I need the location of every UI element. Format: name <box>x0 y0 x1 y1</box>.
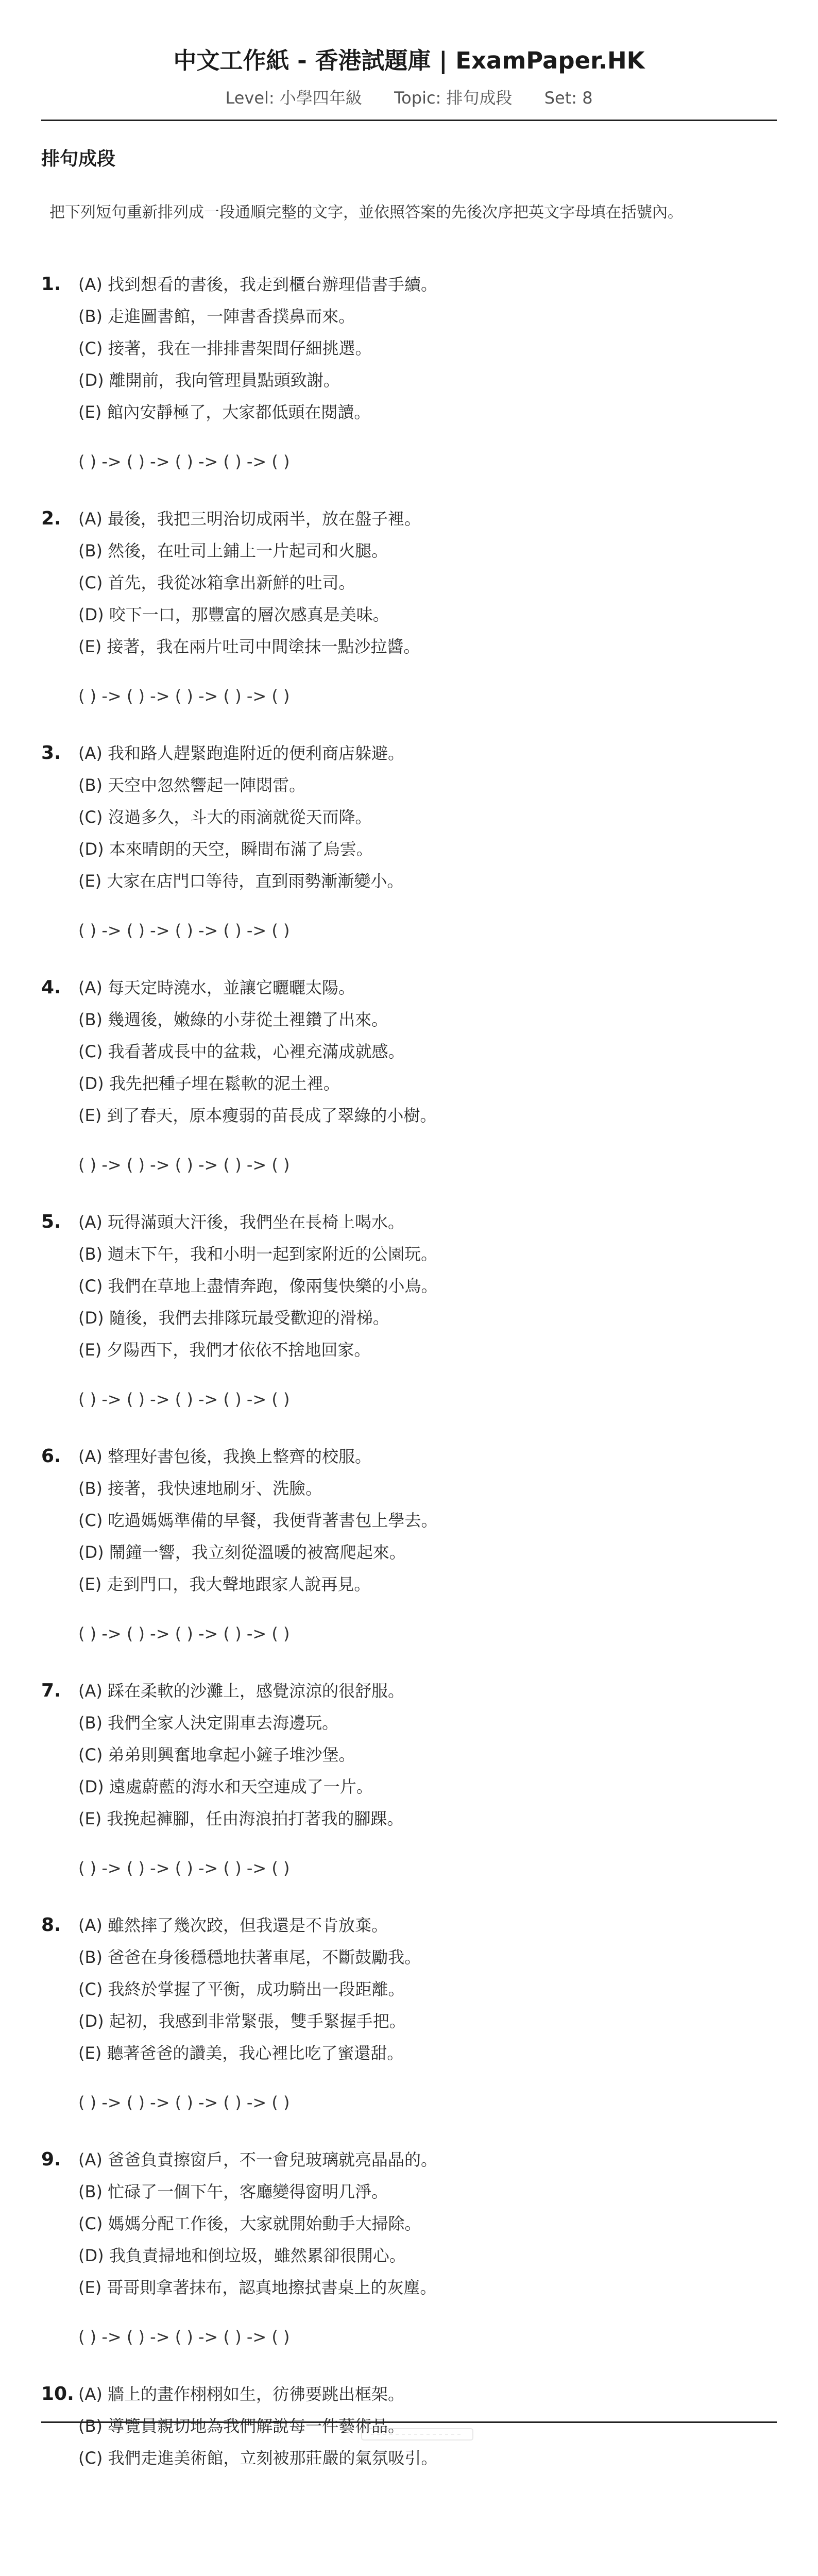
sentence-option: (B) 幾週後，嫩綠的小芽從土裡鑽了出來。 <box>78 1010 388 1029</box>
sentence-option: (D) 鬧鐘一響，我立刻從溫暖的被窩爬起來。 <box>78 1543 406 1562</box>
sentence-option: (A) 牆上的畫作栩栩如生，彷彿要跳出框架。 <box>78 2384 405 2404</box>
worksheet-page <box>41 0 777 2576</box>
sentence-option: (B) 走進圖書館，一陣書香撲鼻而來。 <box>78 307 355 326</box>
worksheet-header <box>41 0 777 108</box>
sentence-option: (D) 我負責掃地和倒垃圾，雖然累卻很開心。 <box>78 2246 406 2265</box>
question-item <box>41 268 777 503</box>
sentence-option: (A) 踩在柔軟的沙灘上，感覺涼涼的很舒服。 <box>78 1681 405 1701</box>
sentence-option: (A) 每天定時澆水，並讓它曬曬太陽。 <box>78 978 355 997</box>
sentence-option: (A) 雖然摔了幾次跤，但我還是不肯放棄。 <box>78 1916 388 1935</box>
sentence-option: (C) 我看著成長中的盆栽，心裡充滿成就感。 <box>78 1042 405 1061</box>
set-label: Set: 8 <box>544 88 593 108</box>
question-number: 8. <box>41 1914 61 1936</box>
sentence-option: (A) 最後，我把三明治切成兩半，放在盤子裡。 <box>78 509 421 529</box>
sentence-option: (E) 我挽起褲腳，任由海浪拍打著我的腳踝。 <box>78 1809 404 1828</box>
question-item <box>41 972 777 1206</box>
question-number: 1. <box>41 274 61 295</box>
answer-blanks[interactable]: ( ) -> ( ) -> ( ) -> ( ) -> ( ) <box>78 921 290 940</box>
question-number: 7. <box>41 1680 61 1701</box>
question-item <box>41 1206 777 1440</box>
sentence-option: (D) 咬下一口，那豐富的層次感真是美味。 <box>78 605 389 624</box>
sentence-option: (B) 忙碌了一個下午，客廳變得窗明几淨。 <box>78 2182 388 2201</box>
sentence-option: (A) 爸爸負責擦窗戶，不一會兒玻璃就亮晶晶的。 <box>78 2150 438 2170</box>
question-item <box>41 503 777 737</box>
question-number: 4. <box>41 977 61 998</box>
sentence-option: (C) 接著，我在一排排書架間仔細挑選。 <box>78 338 372 358</box>
answer-blanks[interactable]: ( ) -> ( ) -> ( ) -> ( ) -> ( ) <box>78 1389 290 1409</box>
sentence-option: (B) 導覽員親切地為我們解說每一件藝術品。 <box>78 2416 405 2436</box>
answer-blanks[interactable]: ( ) -> ( ) -> ( ) -> ( ) -> ( ) <box>78 452 290 471</box>
level-label: Level: 小學四年級 <box>225 88 362 108</box>
sentence-option: (C) 首先，我從冰箱拿出新鮮的吐司。 <box>78 573 355 592</box>
answer-blanks[interactable]: ( ) -> ( ) -> ( ) -> ( ) -> ( ) <box>78 2093 290 2112</box>
question-item <box>41 1440 777 1675</box>
question-number: 3. <box>41 742 61 764</box>
sentence-option: (C) 我們在草地上盡情奔跑，像兩隻快樂的小鳥。 <box>78 1276 438 1296</box>
question-body <box>78 972 777 1181</box>
sentence-option: (E) 館內安靜極了，大家都低頭在閱讀。 <box>78 402 371 422</box>
answer-blanks[interactable]: ( ) -> ( ) -> ( ) -> ( ) -> ( ) <box>78 1155 290 1175</box>
question-item <box>41 2144 777 2378</box>
question-item <box>41 1909 777 2144</box>
sentence-option: (E) 大家在店門口等待，直到雨勢漸漸變小。 <box>78 871 404 891</box>
sentence-option: (E) 走到門口，我大聲地跟家人說再見。 <box>78 1574 371 1594</box>
answer-blanks[interactable]: ( ) -> ( ) -> ( ) -> ( ) -> ( ) <box>78 1858 290 1878</box>
sentence-option: (C) 弟弟則興奮地拿起小鏟子堆沙堡。 <box>78 1745 355 1765</box>
sentence-option: (A) 找到想看的書後，我走到櫃台辦理借書手續。 <box>78 275 438 294</box>
sentence-option: (B) 我們全家人決定開車去海邊玩。 <box>78 1713 339 1733</box>
sentence-option: (E) 聽著爸爸的讚美，我心裡比吃了蜜還甜。 <box>78 2043 404 2063</box>
sentence-option: (B) 爸爸在身後穩穩地扶著車尾，不斷鼓勵我。 <box>78 1947 421 1967</box>
sentence-option: (C) 我們走進美術館，立刻被那莊嚴的氣氛吸引。 <box>78 2448 438 2468</box>
sentence-option: (B) 天空中忽然響起一陣悶雷。 <box>78 775 306 795</box>
sentence-option: (D) 隨後，我們去排隊玩最受歡迎的滑梯。 <box>78 1308 389 1328</box>
answer-blanks[interactable]: ( ) -> ( ) -> ( ) -> ( ) -> ( ) <box>78 2327 290 2347</box>
question-body <box>78 1440 777 1650</box>
question-body <box>78 737 777 946</box>
sentence-option: (D) 本來晴朗的天空，瞬間布滿了烏雲。 <box>78 839 373 859</box>
sentence-option: (D) 我先把種子埋在鬆軟的泥土裡。 <box>78 1074 340 1093</box>
sentence-option: (C) 媽媽分配工作後，大家就開始動手大掃除。 <box>78 2214 421 2233</box>
question-number: 10. <box>41 2383 74 2404</box>
sentence-option: (B) 然後，在吐司上鋪上一片起司和火腿。 <box>78 541 388 561</box>
question-item <box>41 1675 777 1909</box>
page-divider <box>41 2421 777 2423</box>
question-number: 9. <box>41 2149 61 2170</box>
question-item <box>41 737 777 972</box>
answer-blanks[interactable]: ( ) -> ( ) -> ( ) -> ( ) -> ( ) <box>78 686 290 706</box>
question-body <box>78 1675 777 1884</box>
question-number: 6. <box>41 1446 61 1467</box>
section-title: 排句成段 <box>41 148 116 170</box>
sentence-option: (C) 我終於掌握了平衡，成功騎出一段距離。 <box>78 1979 405 1999</box>
sentence-option: (D) 離開前，我向管理員點頭致謝。 <box>78 370 340 390</box>
sentence-option: (E) 哥哥則拿著抹布，認真地擦拭書桌上的灰塵。 <box>78 2278 437 2297</box>
sentence-option: (E) 夕陽西下，我們才依依不捨地回家。 <box>78 1340 371 1360</box>
sentence-option: (D) 起初，我感到非常緊張，雙手緊握手把。 <box>78 2011 406 2031</box>
question-body <box>78 503 777 712</box>
sentence-option: (A) 玩得滿頭大汗後，我們坐在長椅上喝水。 <box>78 1212 405 1232</box>
question-number: 2. <box>41 508 61 529</box>
watermark-icon <box>361 2426 474 2443</box>
section-instruction: 把下列短句重新排列成一段通順完整的文字，並依照答案的先後次序把英文字母填在括號內。 <box>49 204 683 222</box>
question-number: 5. <box>41 1211 61 1232</box>
topic-label: Topic: 排句成段 <box>394 88 513 108</box>
worksheet-title: 中文工作紙 - 香港試題庫 | ExamPaper.HK <box>173 47 645 74</box>
sentence-option: (B) 週末下午，我和小明一起到家附近的公園玩。 <box>78 1244 438 1264</box>
question-body <box>78 2144 777 2353</box>
worksheet-meta <box>41 88 777 108</box>
question-body <box>78 1909 777 2119</box>
sentence-option: (A) 我和路人趕緊跑進附近的便利商店躲避。 <box>78 743 405 763</box>
question-body <box>78 1206 777 1415</box>
question-list <box>41 268 777 2576</box>
sentence-option: (C) 沒過多久，斗大的雨滴就從天而降。 <box>78 807 372 827</box>
sentence-option: (E) 到了春天，原本瘦弱的苗長成了翠綠的小樹。 <box>78 1106 437 1125</box>
sentence-option: (D) 遠處蔚藍的海水和天空連成了一片。 <box>78 1777 373 1797</box>
sentence-option: (C) 吃過媽媽準備的早餐，我便背著書包上學去。 <box>78 1511 438 1530</box>
header-divider <box>41 120 777 121</box>
answer-blanks[interactable]: ( ) -> ( ) -> ( ) -> ( ) -> ( ) <box>78 1624 290 1643</box>
question-item <box>41 2378 777 2576</box>
sentence-option: (A) 整理好書包後，我換上整齊的校服。 <box>78 1447 372 1466</box>
sentence-option: (B) 接著，我快速地刷牙、洗臉。 <box>78 1479 322 1498</box>
question-body <box>78 268 777 478</box>
sentence-option: (E) 接著，我在兩片吐司中間塗抹一點沙拉醬。 <box>78 637 420 656</box>
